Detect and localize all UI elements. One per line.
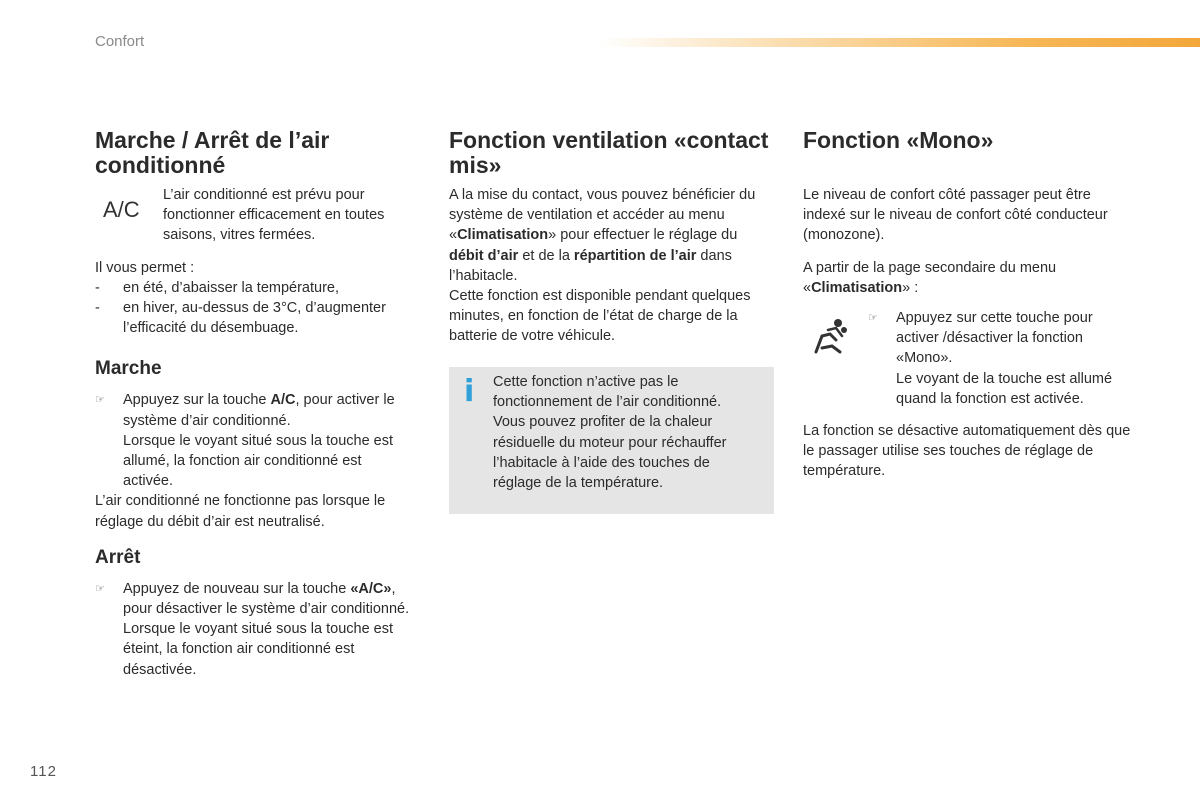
ventilation-p2: Cette fonction est disponible pendant quelques minutes, en fonction de l’état de charge de la batterie de votre véhicule. <box>449 288 751 345</box>
mono-p1: Le niveau de confort côté passager peut être indexé sur le niveau de confort côté conducteur (monozone). <box>803 187 1108 244</box>
arret-title: Arrêt <box>95 546 141 568</box>
page-number: 112 <box>30 763 57 780</box>
marche-title: Marche <box>95 358 162 380</box>
section-label: Confort <box>95 33 145 50</box>
column-mono <box>803 128 1133 482</box>
mono-step-row <box>803 308 1133 409</box>
mono-seat-icon <box>803 308 868 409</box>
mono-p3: La fonction se désactive automatiquement dès que le passager utilise ses touches de réglage de température. <box>803 423 1131 480</box>
pointing-hand-icon: ☞ <box>95 582 105 595</box>
header-accent-bar <box>600 38 1200 47</box>
list-item: - en été, d’abaisser la température, <box>95 279 340 296</box>
mono-step-extra: Le voyant de la touche est allumé quand la fonction est activée. <box>896 370 1113 407</box>
info-text: Cette fonction n’active pas le fonctionnement de l’air conditionné. Vous pouvez profiter de la chaleur résiduelle du moteur pour réchauffer l’habitacle à l’aide des touches de réglage de la température. <box>493 374 727 492</box>
column-ac <box>95 128 415 680</box>
mono-title: Fonction «Mono» <box>803 127 994 153</box>
permet-text: Il vous permet : <box>95 259 195 276</box>
marche-note: L’air conditionné ne fonctionne pas lorsque le réglage du débit d’air est neutralisé. <box>95 493 386 530</box>
pointing-hand-icon: ☞ <box>95 394 105 407</box>
marche-step: ☞ Appuyez sur la touche A/C, pour activer le système d’air conditionné. Lorsque le voyant situé sous la touche est allumé, la fonction air conditionné est activée. <box>95 390 415 491</box>
permet-list <box>95 278 415 339</box>
mono-p2: A partir de la page secondaire du menu «Climatisation» : <box>803 259 1057 296</box>
pointing-hand-icon: ☞ <box>868 312 878 325</box>
ventilation-title: Fonction ventilation «contact mis» <box>449 127 769 178</box>
ac-intro: L’air conditionné est prévu pour fonctionner efficacement en toutes saisons, vitres fermées. <box>163 187 385 244</box>
column-ventilation <box>449 128 774 347</box>
ac-button-icon: A/C <box>103 197 140 222</box>
marche-step-extra: Lorsque le voyant situé sous la touche est allumé, la fonction air conditionné est activée. <box>123 432 394 490</box>
info-box <box>449 367 774 514</box>
ventilation-p1: A la mise du contact, vous pouvez bénéficier du système de ventilation et accéder au menu «Climatisation» pour effectuer le réglage du débit d’air et de la répartition de l’air dans l’habitacle. <box>449 187 756 284</box>
ac-title: Marche / Arrêt de l’air conditionné <box>95 127 330 178</box>
arret-step: ☞ Appuyez de nouveau sur la touche «A/C», pour désactiver le système d’air conditionné. Lorsque le voyant situé sous la touche est éteint, la fonction air conditionné est désactivée. <box>95 579 415 680</box>
mono-step: ☞ Appuyez sur cette touche pour activer /désactiver la fonction «Mono». Le voyant de la touche est allumé quand la fonction est activée. <box>868 308 1133 409</box>
arret-step-extra: Lorsque le voyant situé sous la touche est éteint, la fonction air conditionné est désactivée. <box>123 621 394 678</box>
list-item: - en hiver, au-dessus de 3°C, d’augmenter l’efficacité du désembuage. <box>95 300 386 337</box>
info-icon: i <box>464 374 475 409</box>
ac-intro-row <box>95 185 415 246</box>
